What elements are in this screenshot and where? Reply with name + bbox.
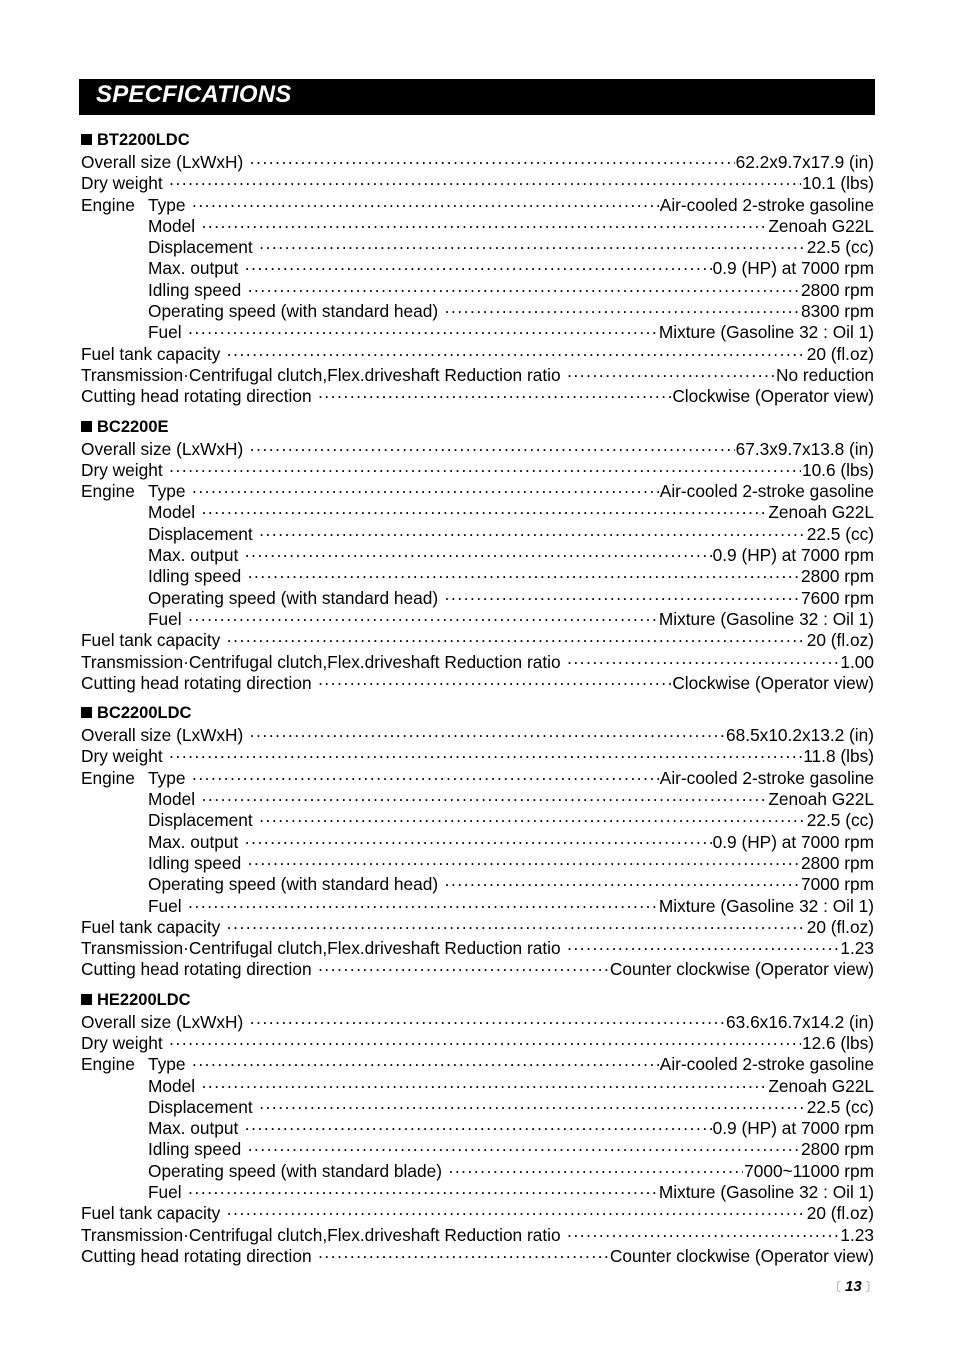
dot-leader — [567, 652, 840, 673]
dot-leader — [567, 1225, 840, 1246]
page-bracket-open: 〔 — [829, 1280, 842, 1294]
spec-section — [81, 415, 874, 695]
dot-leader — [226, 917, 805, 938]
spec-content — [81, 128, 874, 1274]
spec-row — [81, 258, 874, 279]
spec-label-text: Displacement — [148, 810, 253, 831]
spec-value: 63.6x16.7x14.2 (in) — [726, 1011, 874, 1032]
model-heading — [81, 988, 874, 1012]
spec-label — [81, 959, 318, 980]
spec-row — [81, 365, 874, 386]
square-bullet-icon — [81, 421, 92, 432]
spec-row — [81, 481, 874, 502]
spec-label — [148, 502, 201, 523]
spec-row — [81, 768, 874, 789]
spec-value: Zenoah G22L — [768, 789, 874, 810]
dot-leader — [444, 588, 800, 609]
spec-label — [148, 1161, 448, 1182]
spec-value: Mixture (Gasoline 32 : Oil 1) — [658, 608, 874, 629]
spec-label-text: Max. output — [148, 831, 239, 852]
dot-leader — [448, 1161, 743, 1182]
model-name: BC2200E — [97, 417, 169, 436]
spec-label-text: Cutting head rotating direction — [81, 959, 312, 980]
spec-value: Clockwise (Operator view) — [672, 672, 874, 693]
dot-leader — [191, 1054, 658, 1075]
dot-leader — [247, 566, 800, 587]
spec-value: Zenoah G22L — [768, 1075, 874, 1096]
spec-row — [81, 545, 874, 566]
spec-label — [81, 1203, 226, 1224]
page-number — [829, 1278, 878, 1295]
square-bullet-icon — [81, 707, 92, 718]
spec-value: 1.00 — [840, 651, 874, 672]
spec-label — [148, 588, 444, 609]
dot-leader — [444, 301, 800, 322]
spec-row — [81, 588, 874, 609]
spec-label — [148, 524, 259, 545]
spec-value: 8300 rpm — [800, 301, 874, 322]
spec-label-text: Fuel — [148, 608, 182, 629]
spec-row — [81, 1161, 874, 1182]
spec-label — [148, 896, 188, 917]
spec-value: 2800 rpm — [800, 852, 874, 873]
spec-label — [81, 344, 226, 365]
spec-label-text: Transmission·Centrifugal clutch,Flex.driveshaft Reduction ratio — [81, 938, 561, 959]
spec-row — [81, 280, 874, 301]
spec-row — [81, 673, 874, 694]
spec-label — [148, 853, 247, 874]
spec-value: Clockwise (Operator view) — [672, 386, 874, 407]
dot-leader — [247, 1139, 800, 1160]
dot-leader — [259, 237, 806, 258]
spec-row — [81, 152, 874, 173]
spec-value: 20 (fl.oz) — [806, 630, 874, 651]
spec-row — [81, 344, 874, 365]
spec-label — [148, 280, 247, 301]
spec-label-text: Max. output — [148, 545, 239, 566]
spec-label — [81, 173, 169, 194]
dot-leader — [201, 216, 767, 237]
spec-label — [148, 810, 259, 831]
spec-label — [148, 1182, 188, 1203]
spec-label-text: Type — [148, 1054, 186, 1075]
spec-value: 22.5 (cc) — [806, 237, 874, 258]
spec-section — [81, 701, 874, 981]
spec-label — [81, 460, 169, 481]
spec-label-text: Operating speed (with standard head) — [148, 874, 439, 895]
spec-label-text: Overall size (LxWxH) — [81, 1011, 244, 1032]
spec-label — [148, 258, 244, 279]
engine-label: Engine — [81, 194, 135, 215]
spec-label-text: Fuel — [148, 322, 182, 343]
dot-leader — [444, 874, 800, 895]
dot-leader — [201, 789, 767, 810]
spec-label-text: Fuel — [148, 895, 182, 916]
dot-leader — [249, 725, 725, 746]
spec-label — [81, 938, 567, 959]
dot-leader — [249, 439, 734, 460]
spec-label-text: Model — [148, 502, 196, 523]
spec-label — [81, 1033, 169, 1054]
model-name: HE2200LDC — [97, 990, 191, 1009]
spec-value: 12.6 (lbs) — [801, 1032, 874, 1053]
spec-row — [81, 938, 874, 959]
spec-label — [81, 386, 318, 407]
spec-label — [148, 789, 201, 810]
spec-label — [81, 439, 249, 460]
spec-label-text: Cutting head rotating direction — [81, 386, 312, 407]
spec-label-text: Overall size (LxWxH) — [81, 725, 244, 746]
dot-leader — [169, 173, 801, 194]
dot-leader — [169, 746, 803, 767]
spec-label-text: Max. output — [148, 258, 239, 279]
spec-row — [81, 1225, 874, 1246]
spec-label-text: Type — [148, 767, 186, 788]
spec-value: Air-cooled 2-stroke gasoline — [659, 1054, 874, 1075]
spec-label-text: Type — [148, 481, 186, 502]
model-name: BC2200LDC — [97, 704, 192, 723]
spec-row — [81, 1203, 874, 1224]
spec-value: Mixture (Gasoline 32 : Oil 1) — [658, 1182, 874, 1203]
spec-label-text: Fuel tank capacity — [81, 1203, 221, 1224]
dot-leader — [318, 386, 672, 407]
spec-label — [148, 301, 444, 322]
spec-value: 10.6 (lbs) — [801, 459, 874, 480]
spec-section — [81, 128, 874, 408]
spec-label-text: Model — [148, 215, 196, 236]
dot-leader — [247, 853, 800, 874]
dot-leader — [201, 1076, 767, 1097]
spec-label-text: Displacement — [148, 237, 253, 258]
page-number-value: 13 — [845, 1278, 862, 1295]
page-bracket-close: 〕 — [865, 1280, 878, 1294]
spec-row — [81, 1118, 874, 1139]
spec-label — [81, 652, 567, 673]
spec-label — [148, 1118, 244, 1139]
spec-row — [81, 652, 874, 673]
spec-value: 7600 rpm — [800, 587, 874, 608]
spec-label — [148, 545, 244, 566]
spec-row — [81, 896, 874, 917]
dot-leader — [318, 673, 672, 694]
dot-leader — [249, 1012, 725, 1033]
spec-label-text: Operating speed (with standard head) — [148, 301, 439, 322]
spec-label — [81, 195, 191, 216]
spec-label-text: Fuel tank capacity — [81, 343, 221, 364]
spec-label-text: Overall size (LxWxH) — [81, 152, 244, 172]
spec-label — [148, 1139, 247, 1160]
dot-leader — [247, 280, 800, 301]
spec-label — [148, 237, 259, 258]
page-title: SPECFICATIONS — [96, 81, 292, 108]
spec-label — [81, 630, 226, 651]
dot-leader — [567, 938, 840, 959]
spec-row — [81, 322, 874, 343]
dot-leader — [259, 524, 806, 545]
spec-section — [81, 988, 874, 1268]
dot-leader — [169, 460, 801, 481]
spec-label-text: Displacement — [148, 523, 253, 544]
spec-value: 7000~11000 rpm — [744, 1160, 874, 1181]
spec-label — [148, 832, 244, 853]
spec-label — [148, 216, 201, 237]
dot-leader — [244, 258, 711, 279]
spec-row — [81, 1076, 874, 1097]
spec-value: Air-cooled 2-stroke gasoline — [659, 767, 874, 788]
spec-label-text: Model — [148, 1075, 196, 1096]
dot-leader — [188, 896, 658, 917]
spec-value: 7000 rpm — [800, 874, 874, 895]
dot-leader — [169, 1033, 801, 1054]
dot-leader — [188, 1182, 658, 1203]
spec-label — [81, 481, 191, 502]
spec-value: 11.8 (lbs) — [803, 746, 874, 767]
dot-leader — [259, 1097, 806, 1118]
spec-value: 0.9 (HP) at 7000 rpm — [712, 1118, 874, 1139]
section-title-bar — [79, 79, 875, 115]
dot-leader — [201, 502, 767, 523]
square-bullet-icon — [81, 994, 92, 1005]
spec-row — [81, 1097, 874, 1118]
engine-label: Engine — [81, 1054, 135, 1075]
spec-label — [81, 152, 249, 173]
spec-label — [148, 874, 444, 895]
square-bullet-icon — [81, 134, 92, 145]
spec-value: 0.9 (HP) at 7000 rpm — [712, 545, 874, 566]
spec-row — [81, 789, 874, 810]
spec-value: 0.9 (HP) at 7000 rpm — [712, 258, 874, 279]
spec-label — [148, 1097, 259, 1118]
spec-value: Counter clockwise (Operator view) — [609, 959, 874, 980]
dot-leader — [244, 545, 711, 566]
spec-row — [81, 746, 874, 767]
spec-label — [81, 1225, 567, 1246]
spec-label-text: Overall size (LxWxH) — [81, 438, 244, 459]
spec-label — [81, 746, 169, 767]
spec-row — [81, 195, 874, 216]
dot-leader — [226, 630, 805, 651]
spec-value: 22.5 (cc) — [806, 523, 874, 544]
spec-value: 68.5x10.2x13.2 (in) — [726, 725, 874, 746]
spec-label — [81, 1012, 249, 1033]
spec-row — [81, 386, 874, 407]
spec-label-text: Cutting head rotating direction — [81, 672, 312, 693]
spec-value: Mixture (Gasoline 32 : Oil 1) — [658, 895, 874, 916]
spec-value: Zenoah G22L — [768, 215, 874, 236]
spec-row — [81, 917, 874, 938]
spec-value: Mixture (Gasoline 32 : Oil 1) — [658, 322, 874, 343]
spec-label-text: Cutting head rotating direction — [81, 1245, 312, 1266]
model-heading — [81, 415, 874, 439]
spec-label-text: Max. output — [148, 1118, 239, 1139]
spec-row — [81, 237, 874, 258]
dot-leader — [244, 832, 711, 853]
spec-label-text: Operating speed (with standard blade) — [148, 1160, 442, 1181]
spec-label-text: Fuel tank capacity — [81, 630, 221, 651]
spec-value: Zenoah G22L — [768, 502, 874, 523]
dot-leader — [249, 152, 734, 173]
dot-leader — [191, 768, 658, 789]
dot-leader — [318, 959, 609, 980]
spec-label-text: Operating speed (with standard head) — [148, 587, 439, 608]
spec-label — [81, 1054, 191, 1075]
spec-value: Air-cooled 2-stroke gasoline — [659, 194, 874, 215]
spec-label-text: Transmission·Centrifugal clutch,Flex.driveshaft Reduction ratio — [81, 1224, 561, 1245]
spec-label-text: Type — [148, 194, 186, 215]
spec-row — [81, 609, 874, 630]
spec-value: 67.3x9.7x13.8 (in) — [735, 438, 874, 459]
spec-value: Air-cooled 2-stroke gasoline — [659, 481, 874, 502]
spec-label — [81, 725, 249, 746]
spec-label-text: Fuel tank capacity — [81, 916, 221, 937]
dot-leader — [226, 1203, 805, 1224]
spec-row — [81, 502, 874, 523]
engine-label: Engine — [81, 767, 135, 788]
spec-row — [81, 566, 874, 587]
spec-value: 20 (fl.oz) — [806, 1203, 874, 1224]
spec-label — [81, 917, 226, 938]
spec-label — [81, 365, 567, 386]
spec-label — [148, 566, 247, 587]
spec-label — [81, 768, 191, 789]
spec-label — [148, 1076, 201, 1097]
spec-label-text: Transmission·Centrifugal clutch,Flex.driveshaft Reduction ratio — [81, 364, 561, 385]
spec-label — [81, 1246, 318, 1267]
spec-label-text: Fuel — [148, 1182, 182, 1203]
dot-leader — [318, 1246, 609, 1267]
dot-leader — [188, 609, 658, 630]
spec-value: 1.23 — [840, 1224, 874, 1245]
spec-value: 2800 rpm — [800, 1139, 874, 1160]
spec-row — [81, 959, 874, 980]
spec-label — [148, 322, 188, 343]
spec-value: Counter clockwise (Operator view) — [609, 1245, 874, 1266]
spec-row — [81, 1182, 874, 1203]
spec-row — [81, 524, 874, 545]
spec-value: 0.9 (HP) at 7000 rpm — [712, 831, 874, 852]
spec-row — [81, 725, 874, 746]
spec-label-text: Idling speed — [148, 566, 242, 587]
spec-value: 22.5 (cc) — [806, 810, 874, 831]
spec-row — [81, 460, 874, 481]
spec-label — [148, 609, 188, 630]
dot-leader — [191, 195, 658, 216]
spec-value: No reduction — [776, 364, 874, 385]
spec-row — [81, 1139, 874, 1160]
spec-value: 22.5 (cc) — [806, 1096, 874, 1117]
spec-value: 2800 rpm — [800, 279, 874, 300]
spec-label-text: Displacement — [148, 1096, 253, 1117]
model-heading — [81, 128, 874, 152]
spec-row — [81, 1033, 874, 1054]
spec-row — [81, 439, 874, 460]
spec-value: 10.1 (lbs) — [801, 173, 874, 194]
spec-value: 1.23 — [840, 938, 874, 959]
dot-leader — [567, 365, 775, 386]
spec-row — [81, 874, 874, 895]
spec-label-text: Idling speed — [148, 279, 242, 300]
spec-label-text: Model — [148, 789, 196, 810]
dot-leader — [244, 1118, 711, 1139]
spec-value: 62.2x9.7x17.9 (in) — [735, 152, 874, 172]
spec-row — [81, 173, 874, 194]
model-heading — [81, 701, 874, 725]
spec-row — [81, 1012, 874, 1033]
spec-label-text: Idling speed — [148, 1139, 242, 1160]
spec-label-text: Dry weight — [81, 459, 163, 480]
spec-row — [81, 301, 874, 322]
dot-leader — [188, 322, 658, 343]
spec-label-text: Dry weight — [81, 173, 163, 194]
spec-value: 20 (fl.oz) — [806, 916, 874, 937]
spec-row — [81, 216, 874, 237]
spec-value: 20 (fl.oz) — [806, 343, 874, 364]
dot-leader — [226, 344, 805, 365]
spec-value: 2800 rpm — [800, 566, 874, 587]
spec-label-text: Dry weight — [81, 1032, 163, 1053]
spec-row — [81, 810, 874, 831]
spec-label-text: Dry weight — [81, 746, 163, 767]
spec-row — [81, 1054, 874, 1075]
spec-row — [81, 1246, 874, 1267]
spec-label — [81, 673, 318, 694]
model-name: BT2200LDC — [97, 131, 190, 149]
spec-label-text: Idling speed — [148, 852, 242, 873]
spec-row — [81, 832, 874, 853]
spec-row — [81, 853, 874, 874]
spec-label-text: Transmission·Centrifugal clutch,Flex.driveshaft Reduction ratio — [81, 651, 561, 672]
spec-row — [81, 630, 874, 651]
engine-label: Engine — [81, 481, 135, 502]
dot-leader — [259, 810, 806, 831]
dot-leader — [191, 481, 658, 502]
